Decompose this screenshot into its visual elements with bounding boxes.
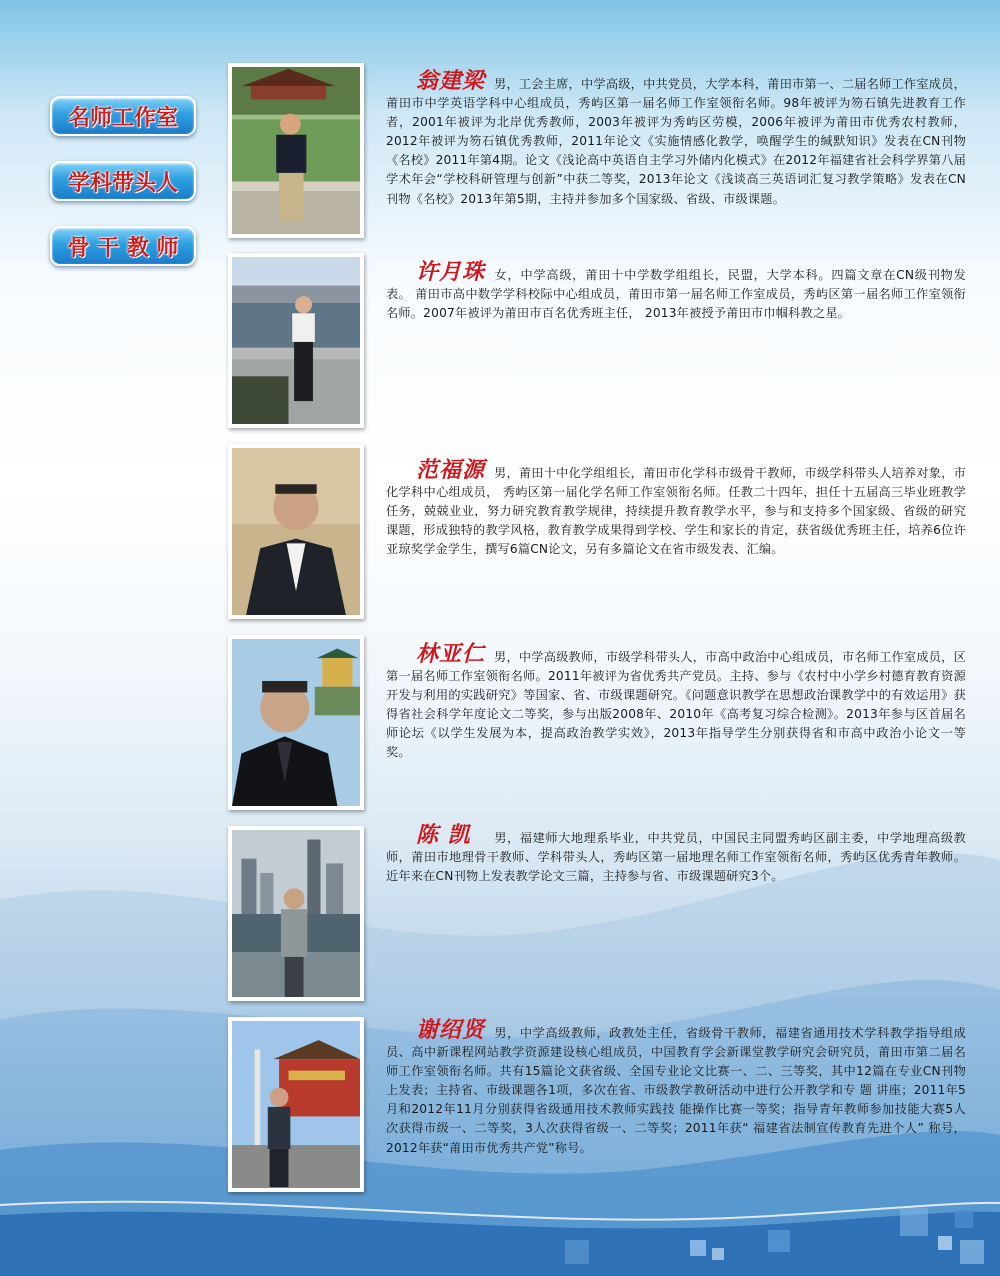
teacher-name-4: 林亚仁 [416, 641, 486, 667]
teacher-bio-5 [386, 822, 966, 886]
teacher-photo-4 [228, 635, 364, 810]
teacher-photo-5 [228, 826, 364, 1001]
teacher-name-5: 陈 凯 [416, 822, 471, 848]
teacher-bio-text-2: 女，中学高级，莆田十中学数学组组长，民盟，大学本科。四篇文章在CN级刊物发表。 莆田市高中数学学科校际中心组成员，莆田市第一届名师工作室成员，秀屿区第一届名师工作室领衔名师。2007年被评为莆田市百名优秀班主任， 2013年被授予莆田市巾帼科教之星。 [386, 268, 966, 321]
teacher-photo-2 [228, 253, 364, 428]
side-button-famous-teacher-studio[interactable]: 名师工作室 [50, 96, 196, 136]
teacher-bio-4 [386, 641, 966, 763]
teacher-name-1: 翁建梁 [416, 68, 486, 94]
teacher-bio-6 [386, 1017, 966, 1158]
teacher-name-2: 许月珠 [416, 259, 486, 285]
teacher-photo-1 [228, 63, 364, 238]
teacher-name-6: 谢绍贤 [416, 1017, 486, 1043]
side-button-subject-leader[interactable]: 学科带头人 [50, 161, 196, 201]
teacher-bio-2 [386, 259, 966, 323]
teacher-photo-6 [228, 1017, 364, 1192]
teacher-bio-3 [386, 457, 966, 559]
teacher-bio-text-5: 男，福建师大地理系毕业，中共党员，中国民主同盟秀屿区副主委，中学地理高级教师，莆田市地理骨干教师、学科带头人，秀屿区第一届地理名师工作室领衔名师，秀屿区优秀青年教师。近年来在CN刊物上发表教学论文三篇，主持参与省、市级课题研究3个。 [386, 831, 966, 884]
teacher-bio-1 [386, 68, 966, 209]
teacher-name-3: 范福源 [416, 457, 486, 483]
side-button-key-teacher[interactable]: 骨 干 教 师 [50, 226, 196, 266]
teacher-bio-text-3: 男，莆田十中化学组组长，莆田市化学科市级骨干教师，市级学科带头人培养对象，市化学科中心组成员， 秀屿区第一届化学名师工作室领衔名师。任教二十四年，担任十五届高三毕业班教学任务，兢兢业业，努力研究教育教学规律，持续提升教育教学水平，参与和支持多个国家级、省级的研究课题，形成独特的教学风格，教育教学成果得到学校、学生和家长的肯定，获省级优秀班主任，培养6位许亚琼奖学金学生，撰写6篇CN论文，另有多篇论文在省市级发表、汇编。 [386, 466, 966, 557]
teacher-bio-text-4: 男，中学高级教师，市级学科带头人，市高中政治中心组成员，市名师工作室成员，区第一届名师工作室领衔名师。2011年被评为省优秀共产党员。主持、参与《农村中小学乡村德育教育资源开发与利用的实践研究》等国家、省、市级课题研究。《问题意识教学在思想政治课教学中的有效运用》获得省社会科学年度论文二等奖，参与出版2008年、2010年《高考复习综合检测》。2013年参与区首届名师论坛《以学生发展为本，提高政治教学实效》，2013年指导学生分别获得省和市高中政治小论文一等奖。 [386, 650, 966, 760]
teacher-photo-3 [228, 444, 364, 619]
teacher-bio-text-6: 男，中学高级教师，政教处主任，省级骨干教师，福建省通用技术学科教学指导组成员、高中新课程网站教学资源建设核心组成员，中国教育学会新课堂教学研究会研究员，莆田市第二届名师工作室领衔名师。共有15篇论文获省级、全国专业论文比赛一、二、三等奖，其中12篇在专业CN刊物上发表；主持省、市级课题各1项，多次在省、市级教学教研活动中进行公开教学和专 题 讲座；2011年5月和2012年11月分别获得省级通用技术教师实践技 能操作比赛一等奖；指导青年教师参加技能大赛5人次获得市级一、二等奖，3人次获得省级一、二等奖；2011年获“ 福建省法制宣传教育先进个人” 称号，2012年获“莆田市优秀共产党”称号。 [386, 1026, 966, 1155]
teacher-bio-text-1: 男，工会主席，中学高级，中共党员，大学本科，莆田市第一、二届名师工作室成员，莆田市中学英语学科中心组成员，秀屿区第一届名师工作室领衔名师。98年被评为笏石镇先进教育工作者，2001年被评为北岸优秀教师，2003年被评为秀屿区劳模，2006年被评为莆田市优秀农村教师，2012年被评为笏石镇优秀教师，2011年论文《实施情感化教学，唤醒学生的缄默知识》发表在CN刊物《名校》2011年第4期。论文《浅论高中英语自主学习外储内化模式》在2012年福建省社会科学界第八届学术年会“学校科研管理与创新”中获二等奖，2013年论文《浅谈高三英语词汇复习教学策略》发表在CN刊物《名校》2013年第5期，主持并参加多个国家级、省级、市级课题。 [386, 77, 966, 206]
